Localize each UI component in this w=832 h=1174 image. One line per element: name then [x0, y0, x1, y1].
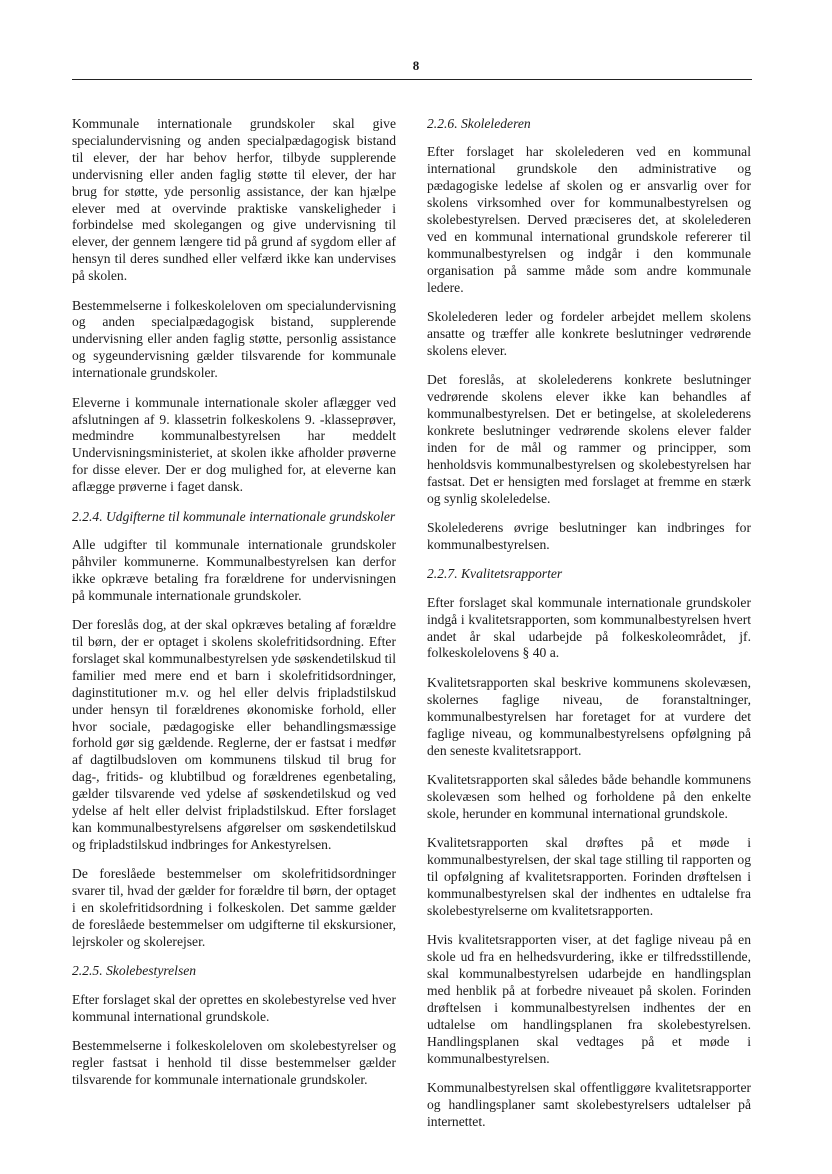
- paragraph: Bestemmelserne i folkeskoleloven om skolebestyrelser og regler fastsat i henhold til disse bestemmelser gælder tilsvarende for kommunale internationale grundskoler.: [72, 1038, 396, 1087]
- paragraph: Bestemmelserne i folkeskoleloven om specialundervisning og anden specialpædagogisk bistand, supplerende undervisning eller anden faglig støtte, personlig assistance og sygeundervisning gælder tilsvarende for kommunale internationale grundskoler.: [72, 297, 396, 381]
- paragraph: Kvalitetsrapporten skal beskrive kommunens skolevæsen, skolernes faglige niveau, de foranstaltninger, kommunalbestyrelsen har foretaget for at vurdere det faglige niveau, og kommunalbestyrelsens opfølgning på den seneste kvalitetsrapport.: [427, 674, 751, 758]
- paragraph: Skolelederen leder og fordeler arbejdet mellem skolens ansatte og træffer alle konkrete beslutninger vedrørende skolens elever.: [427, 309, 751, 358]
- paragraph: Efter forslaget har skolelederen ved en kommunal international grundskole den administrative og pædagogiske ledelse af skolen og er ansvarlig over for skolens virksomhed over for kommunalbestyrelsen og skolebestyrelsen. Derved præciseres det, at skolelederen ved en kommunal international grundskole refererer til kommunalbestyrelsen og indgår i den kommunale organisation på samme måde som andre kommunale ledere.: [427, 144, 751, 295]
- paragraph: Efter forslaget skal kommunale internationale grundskoler indgå i kvalitetsrapporten, som kommunalbestyrelsen hvert andet år skal udarbejde på folkeskoleområdet, jf. folkeskolelovens § 40 a.: [427, 594, 751, 661]
- paragraph: De foreslåede bestemmelser om skolefritidsordninger svarer til, hvad der gælder for forældre til børn, der optaget i en skolefritidsordning i folkeskolen. Det samme gælder de foreslåede bestemmelser om udgifterne til ekskursioner, lejrskoler og skolerejser.: [72, 866, 396, 949]
- paragraph: Kvalitetsrapporten skal således både behandle kommunens skolevæsen som helhed og forholdene på den enkelte skole, herunder en kommunal international grundskole.: [427, 771, 751, 821]
- paragraph: Det foreslås, at skolelederens konkrete beslutninger vedrørende skolens elever ikke kan behandles af kommunalbestyrelsen. Det er betingelse, at skolelederens konkrete beslutninger vedrørende skolens elever falder inden for de mål og rammer og principper, som henholdsvis kommunalbestyrelsen og skolebestyrelsen har fastsat. Det er hensigten med forslaget at fremme en stærk og synlig skoleledelse.: [427, 372, 751, 506]
- right-column: [427, 116, 751, 1143]
- paragraph: Eleverne i kommunale internationale skoler aflægger ved afslutningen af 9. klassetrin folkeskolens 9. -klasseprøver, medmindre kommunalbestyrelsen har meddelt Undervisningsministeriet, at skolen ikke afholder prøverne for disse elever. Der er dog mulighed for, at eleverne kan aflægge prøverne i faget dansk.: [72, 394, 396, 495]
- section-heading: 2.2.5. Skolebestyrelsen: [72, 963, 197, 979]
- paragraph: Alle udgifter til kommunale internationale grundskoler påhviler kommunerne. Kommunalbestyrelsen kan derfor ikke opkræve betaling fra forældrene for undervisningen på kommunale internationale grundskoler.: [72, 536, 396, 603]
- paragraph: Kommunalbestyrelsen skal offentliggøre kvalitetsrapporter og handlingsplaner samt skolebestyrelsers udtalelser på internettet.: [427, 1079, 751, 1129]
- paragraph: Hvis kvalitetsrapporten viser, at det faglige niveau på en skole ud fra en helhedsvurdering, ikke er tilfredsstillende, skal kommunalbestyrelsen udarbejde en handlingsplan med henblik på at forbedre niveauet på skolen. Forinden drøftelsen i kommunalbestyrelsen indhentes der en udtalelse om handlingsplanen fra skolebestyrelsen. Handlingsplanen skal vedtages på et møde i kommunalbestyrelsen.: [427, 932, 751, 1066]
- section-heading: 2.2.4. Udgifterne til kommunale internationale grundskoler: [72, 508, 396, 524]
- header-rule: [72, 79, 752, 80]
- paragraph: Efter forslaget skal der oprettes en skolebestyrelse ved hver kommunal international grundskole.: [72, 991, 396, 1024]
- paragraph: Kommunale internationale grundskoler skal give specialundervisning og anden specialpædagogisk bistand til elever, der har behov herfor, tilbyde supplerende undervisning eller anden faglig støtte til elever, der har brug for støtte, yde personlig assistance, der kan hjælpe elever med at overvinde praktiske vanskeligheder i forbindelse med skolegangen og give undervisning til elever, der gennem længere tid på grund af sygdom eller af hensyn til deres sundhed eller velfærd ikke kan undervises på skolen.: [72, 116, 396, 284]
- paragraph: Kvalitetsrapporten skal drøftes på et møde i kommunalbestyrelsen, der skal tage stilling til rapporten og til opfølgning af kvalitetsrapporten. Forinden drøftelsen i kommunalbestyrelsen skal der indhentes en udtalelse fra skolebestyrelserne om kvalitetsrapporten.: [427, 835, 751, 918]
- page-number: 8: [412, 58, 420, 73]
- section-heading: 2.2.6. Skolelederen: [427, 116, 531, 131]
- paragraph: Skolelederens øvrige beslutninger kan indbringes for kommunalbestyrelsen.: [427, 520, 751, 552]
- section-heading: 2.2.7. Kvalitetsrapporter: [427, 566, 563, 582]
- left-column: [72, 116, 396, 1101]
- paragraph: Der foreslås dog, at der skal opkræves betaling af forældre til børn, der er optaget i skolens skolefritidsordning. Efter forslaget skal kommunalbestyrelsen yde søskendetilskud til familier med mere end et barn i skolefritidsordninger, daginstitutioner m.v. og hel eller delvis fripladstilskud under hensyn til forældrenes økonomiske forhold, eller hvor sociale, pædagogiske eller behandlingsmæssige forhold gør sig gældende. Reglerne, der er fastsat i medfør af dagtilbudsloven om kommunens tilskud til brug for dag-, fritids- og klubtilbud og forældrenes egenbetaling, gælder tilsvarende ved ydelse af søskendetilskud og ved ydelse af helt eller delvist fripladstilskud. Efter forslaget kan kommunalbestyrelsens afgørelser om søskendetilskud og fripladstilskud indbringes for Ankestyrelsen.: [72, 617, 396, 852]
